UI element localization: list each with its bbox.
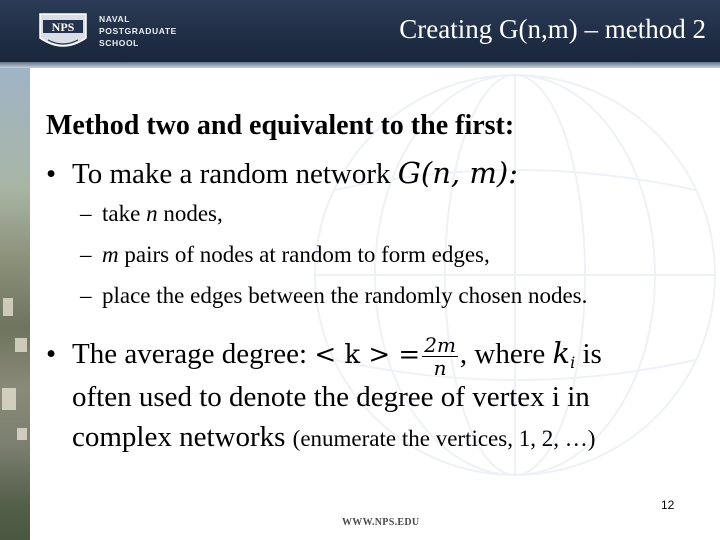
bullet-marker: • [46, 158, 57, 190]
sub-text: place the edges between the randomly chosen nodes. [102, 283, 588, 308]
page-number: 12 [661, 498, 675, 512]
bullet-continuation [72, 421, 595, 454]
fraction-numerator: 2m [424, 333, 456, 357]
sub-item-pairs [80, 242, 490, 268]
slide-heading: Method two and equivalent to the first: [46, 110, 515, 141]
var-n: n [146, 201, 158, 226]
dash-marker: – [80, 283, 92, 308]
bullet-text: complex networks [72, 421, 293, 453]
org-line-2: POSTGRADUATE [99, 26, 177, 36]
sub-text: pairs of nodes at random to form edges, [118, 242, 490, 267]
bullet-continuation: often used to denote the degree of vertex i in [72, 381, 590, 413]
bullet-marker: • [46, 338, 57, 371]
sub-text: take [102, 201, 147, 226]
bullet-text: , where [459, 338, 553, 371]
org-line-1: NAVAL [99, 14, 131, 24]
fraction-2m-over-n [422, 334, 458, 379]
fraction-denominator: n [433, 356, 447, 380]
footer-url: WWW.NPS.EDU [342, 517, 420, 528]
subscript-i: i [570, 353, 576, 373]
dash-marker: – [80, 201, 92, 226]
bullet-text: To make a random network [72, 158, 398, 190]
sub-item-take-nodes [80, 201, 223, 227]
dash-marker: – [80, 242, 92, 267]
math-gnm: G(n, m): [397, 156, 518, 190]
enumeration-note: (enumerate the vertices, 1, 2, …) [292, 426, 596, 451]
bullet-random-network [46, 156, 518, 191]
var-m: m [102, 242, 119, 267]
org-line-3: SCHOOL [99, 38, 139, 48]
sub-text: nodes, [157, 201, 223, 226]
logo-text: NPS [51, 20, 75, 34]
bullet-text: is [575, 338, 602, 371]
math-avg-k: < k > = [314, 340, 421, 371]
var-k: k [552, 336, 571, 371]
sub-item-place-edges [80, 283, 587, 309]
bullet-text: The average degree: [72, 338, 315, 371]
slide-title: Creating G(n,m) – method 2 [399, 14, 706, 44]
bullet-average-degree [46, 334, 602, 379]
